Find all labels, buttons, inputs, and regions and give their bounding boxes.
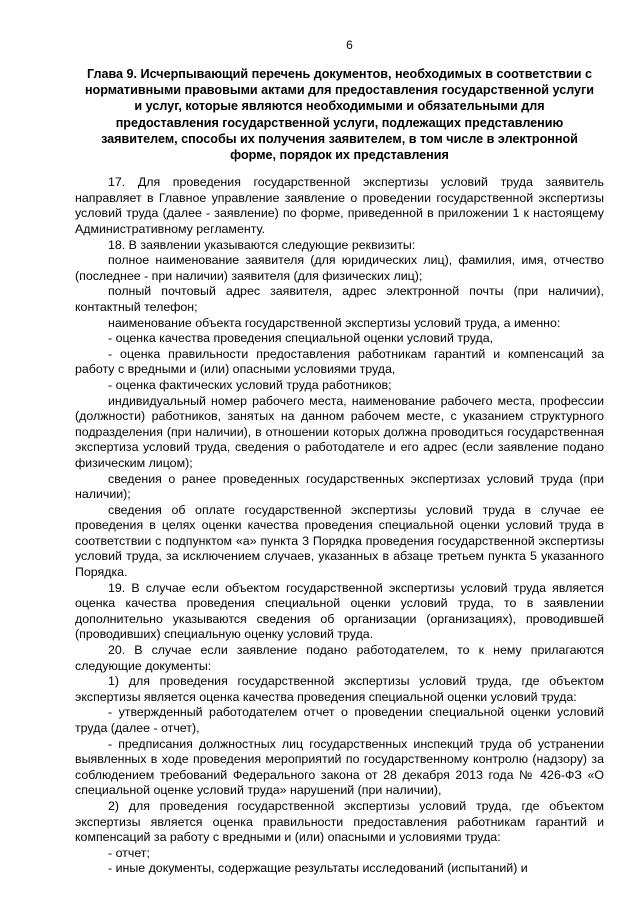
body-text — [75, 175, 604, 877]
paragraph-20: 20. В случае если заявление подано работодателем, то к нему прилагаются следующие документы: — [75, 643, 604, 673]
requisite-expertise-object: наименование объекта государственной экспертизы условий труда, а именно: — [108, 315, 561, 330]
requisite-applicant-name: полное наименование заявителя (для юридических лиц), фамилия, имя, отчество (последнее - при наличии) заявителя (для физических лиц); — [75, 253, 604, 283]
requisite-applicant-address: полный почтовый адрес заявителя, адрес электронной почты (при наличии), контактный телефон; — [75, 284, 604, 314]
list-item: - отчет; — [108, 845, 150, 860]
list-item: - предписания должностных лиц государственных инспекций труда об устранении выявленных в ходе проведения мероприятий по государственному контролю (надзору) за соблюдением требований Федерального закона от 28 декабря 2013 года № 426-ФЗ «О специальной оценке условий труда» нарушений (при наличии), — [75, 736, 604, 798]
list-item: 2) для проведения государственной экспертизы условий труда, где объектом экспертизы является оценка правильности предоставления работникам гарантий и компенсаций за работу с вредными и (или) опасными и условиями труда: — [75, 798, 604, 845]
list-item: - иные документы, содержащие результаты исследований (испытаний) и — [108, 861, 528, 876]
paragraph-19: 19. В случае если объектом государственной экспертизы условий труда является оценка качества проведения специальной оценки условий труда, то в заявлении дополнительно указываются сведения об организации (организациях), проводившей (проводивших) специальную оценку условий труда. — [75, 580, 604, 642]
chapter-title-line: нормативными правовыми актами для предоставления государственной услуги — [84, 83, 595, 98]
chapter-title — [75, 66, 604, 163]
paragraph-17: 17. Для проведения государственной экспертизы условий труда заявитель направляет в Главное управление заявление о проведении государственной экспертизы условий труда (далее - заявление) по форме, приведенной в приложении 1 к настоящему Административному регламенту. — [75, 175, 604, 236]
chapter-title-line: и услуг, которые являются необходимыми и обязательными для — [134, 99, 545, 114]
chapter-title-line: форме, порядок их представления — [230, 148, 449, 163]
chapter-title-line: заявителем, способы их получения заявителем, в том числе в электронной — [101, 131, 578, 146]
list-item: 1) для проведения государственной экспертизы условий труда, где объектом экспертизы является оценка качества проведения специальной оценки условий труда: — [75, 674, 604, 704]
list-item: - оценка фактических условий труда работников; — [108, 377, 392, 392]
requisite-previous-expertises: сведения о ранее проведенных государственных экспертизах условий труда (при наличии); — [75, 471, 604, 502]
requisite-workplace-number: индивидуальный номер рабочего места, наименование рабочего места, профессии (должности) работников, занятых на данном рабочем месте, с указанием структурного подразделения (при наличии), в отношении которых должна проводиться государственная экспертиза условий труда, сведения о работодателе и его адрес (если заявление подано физическим лицом); — [75, 393, 604, 470]
requisite-payment-info: сведения об оплате государственной экспертизы условий труда в случае ее проведения в целях оценки качества проведения специальной оценки условий труда в соответствии с подпунктом «а» пункта 3 Порядка проведения государственной экспертизы условий труда, за исключением случаев, указанных в абзаце третьем пункта 5 указанного Порядка. — [75, 502, 604, 580]
list-item: - оценка качества проведения специальной оценки условий труда, — [108, 331, 494, 346]
chapter-title-line: Глава 9. Исчерпывающий перечень документов, необходимых в соответствии с — [86, 67, 593, 81]
list-item: - утвержденный работодателем отчет о проведении специальной оценки условий труда (далее - отчет), — [75, 705, 604, 735]
chapter-title-line: предоставления государственной услуги, подлежащих представлению — [115, 115, 564, 130]
list-item: - оценка правильности предоставления работникам гарантий и компенсаций за работу с вредными и (или) опасными условиями труда, — [75, 346, 604, 377]
page-number: 6 — [346, 38, 353, 52]
paragraph-18: 18. В заявлении указываются следующие реквизиты: — [108, 237, 416, 252]
